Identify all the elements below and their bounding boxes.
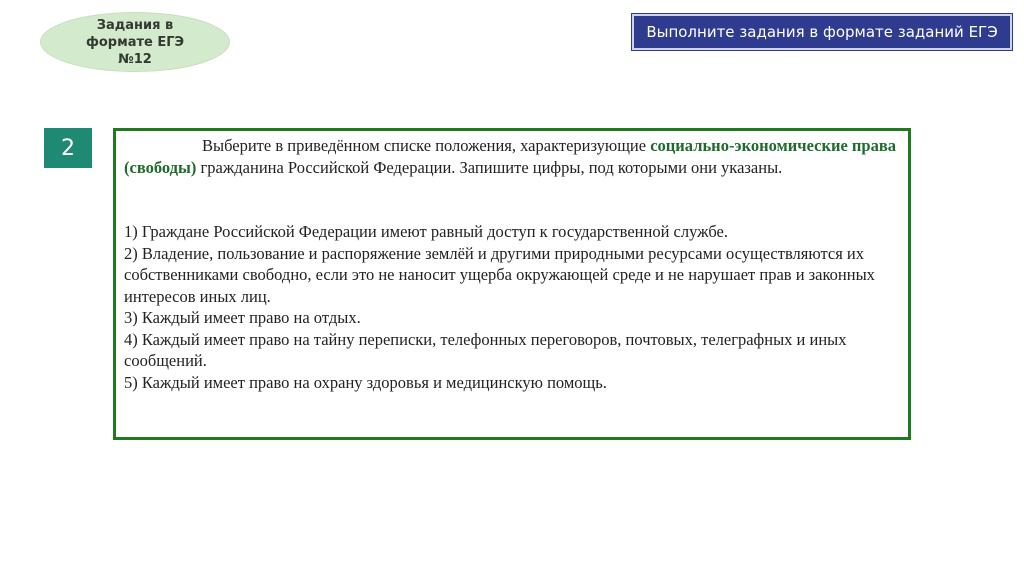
badge-line-3: №12 bbox=[118, 51, 152, 67]
badge-line-1: Задания в bbox=[96, 17, 174, 33]
spacer bbox=[124, 178, 900, 221]
intro-end: гражданина Российской Федерации. Запишите цифры, под которыми они указаны. bbox=[196, 157, 783, 177]
task-number-box bbox=[44, 128, 92, 168]
header-title: Выполните задания в формате заданий ЕГЭ bbox=[646, 23, 998, 41]
task-type-badge bbox=[40, 12, 230, 72]
badge-line-2: формате ЕГЭ bbox=[85, 34, 185, 50]
option-4: 4) Каждый имеет право на тайну переписки, телефонных переговоров, почтовых, телеграфных и иных сообщений. bbox=[124, 329, 847, 370]
option-3: 3) Каждый имеет право на отдых. bbox=[124, 308, 361, 327]
option-1: 1) Граждане Российской Федерации имеют равный доступ к государственной службе. bbox=[124, 222, 728, 241]
task-number: 2 bbox=[61, 135, 75, 161]
task-intro bbox=[124, 135, 900, 178]
intro-highlight: социально-экономические права (свободы) bbox=[124, 136, 897, 177]
task-box bbox=[113, 128, 911, 440]
header-banner bbox=[632, 14, 1012, 50]
option-5: 5) Каждый имеет право на охрану здоровья и медицинскую помощь. bbox=[124, 372, 607, 392]
intro-start: Выберите в приведённом списке положения, характеризующие bbox=[202, 136, 651, 155]
option-2: 2) Владение, пользование и распоряжение землёй и другими природными ресурсами осуществляются их собственниками свободно, если это не наносит ущерба окружающей среде и не нарушает прав и законных интересов иных лиц. bbox=[124, 243, 875, 306]
